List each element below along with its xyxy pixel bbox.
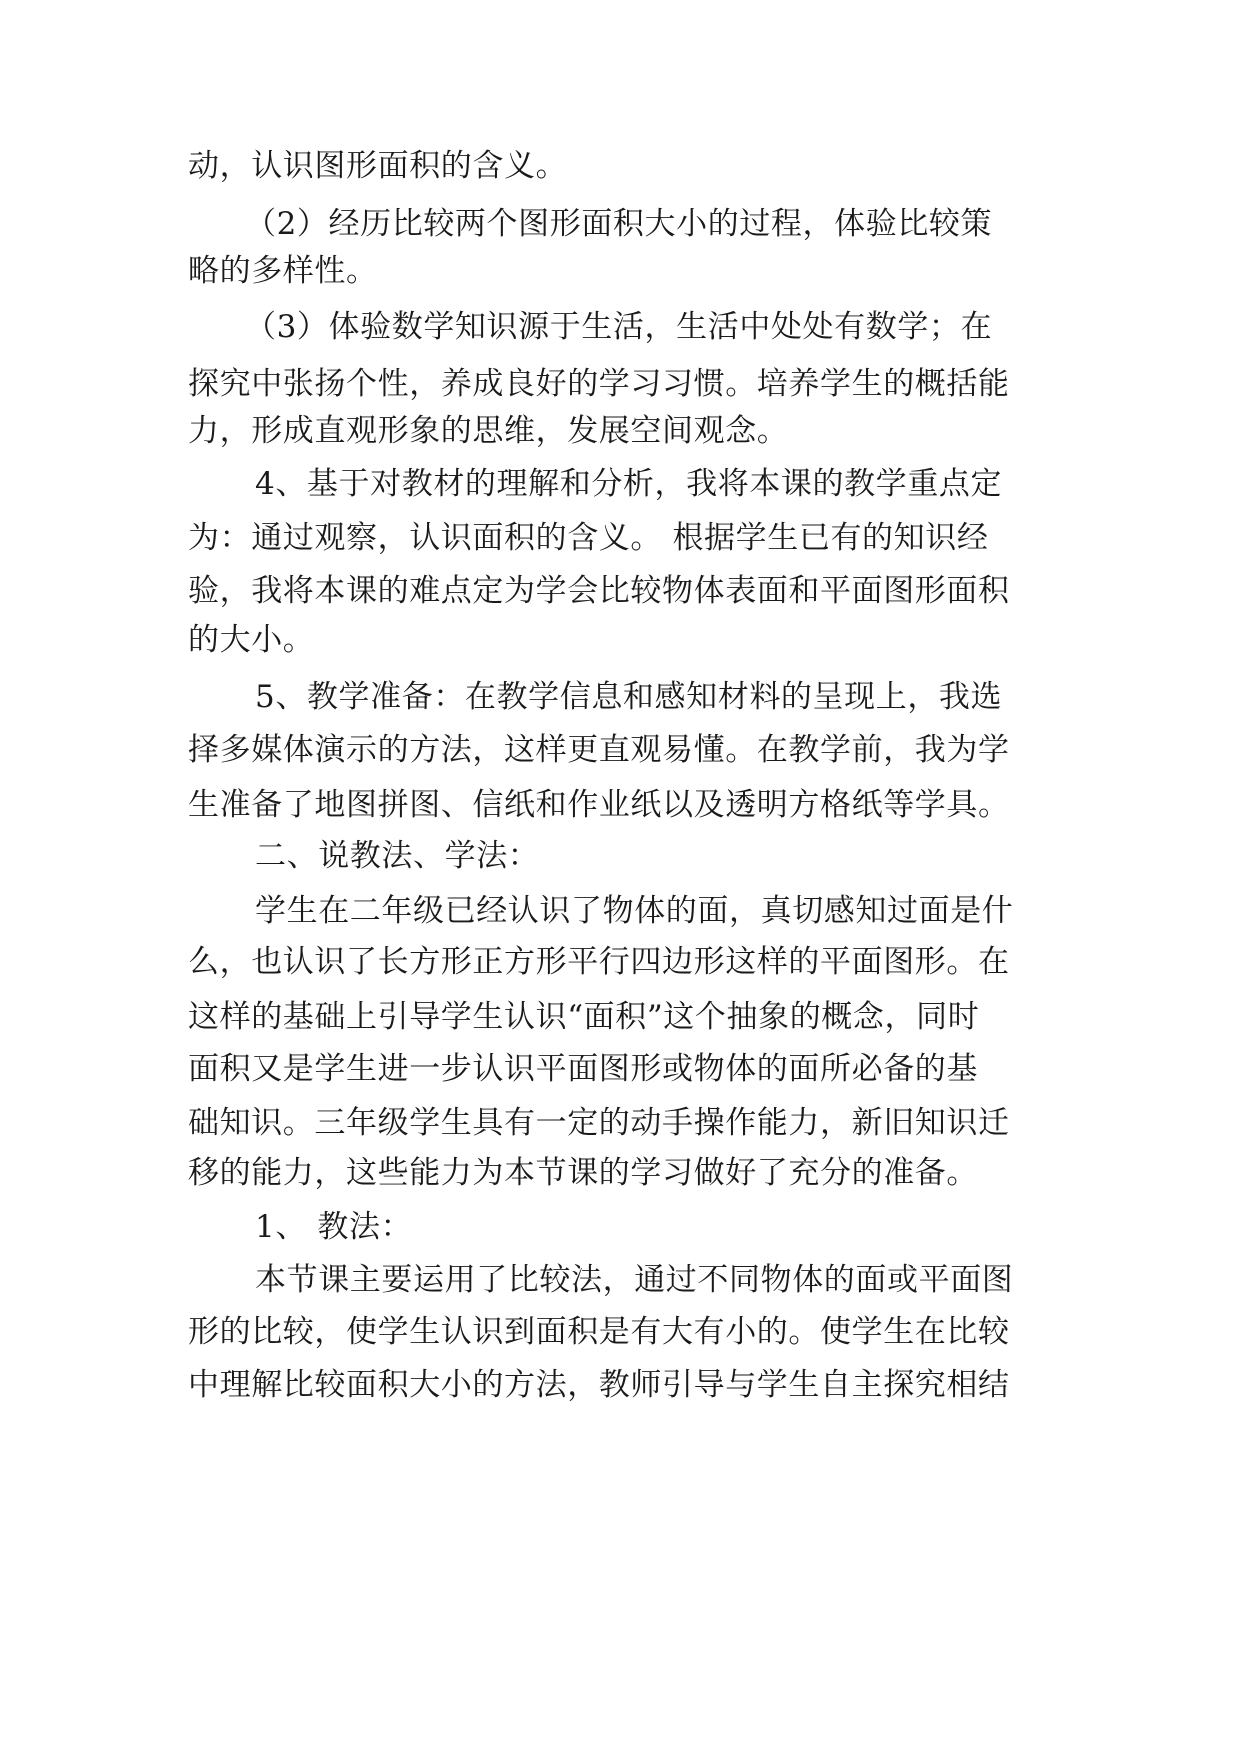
text-line: 择多媒体演示的方法，这样更直观易懂。在教学前，我为学 xyxy=(188,732,1010,768)
text-line: 础知识。三年级学生具有一定的动手操作能力，新旧知识迁 xyxy=(188,1105,1010,1141)
text-line: 面积又是学生进一步认识平面图形或物体的面所必备的基 xyxy=(188,1051,978,1087)
text-line: 移的能力，这些能力为本节课的学习做好了充分的准备。 xyxy=(188,1155,978,1191)
text-line: 学生在二年级已经认识了物体的面，真切感知过面是什 xyxy=(255,893,1014,929)
text-line: 动，认识图形面积的含义。 xyxy=(188,148,568,184)
text-line: 略的多样性。 xyxy=(188,253,378,289)
text-line: 力，形成直观形象的思维，发展空间观念。 xyxy=(188,413,789,449)
text-line: 形的比较，使学生认识到面积是有大有小的。使学生在比较 xyxy=(188,1314,1010,1350)
text-line: 这样的基础上引导学生认识“面积”这个抽象的概念，同时 xyxy=(188,999,980,1035)
text-line: 生准备了地图拼图、信纸和作业纸以及透明方格纸等学具。 xyxy=(188,787,1010,823)
text-line: 中理解比较面积大小的方法，教师引导与学生自主探究相结 xyxy=(188,1367,1010,1403)
text-line: 5、教学准备：在教学信息和感知材料的呈现上，我选 xyxy=(255,679,1003,715)
text-line: 的大小。 xyxy=(188,622,315,658)
text-line: 探究中张扬个性，养成良好的学习习惯。培养学生的概括能 xyxy=(188,366,1010,402)
text-line: （3）体验数学知识源于生活，生活中处处有数学；在 xyxy=(245,309,993,345)
section-heading: 二、说教法、学法： xyxy=(255,838,540,874)
text-line: 为：通过观察，认识面积的含义。 根据学生已有的知识经 xyxy=(188,520,989,556)
text-line: （2）经历比较两个图形面积大小的过程，体验比较策 xyxy=(245,206,993,242)
text-line: 验，我将本课的难点定为学会比较物体表面和平面图形面积 xyxy=(188,573,1010,609)
text-line: 本节课主要运用了比较法，通过不同物体的面或平面图 xyxy=(255,1262,1014,1298)
text-line: 4、基于对教材的理解和分析，我将本课的教学重点定 xyxy=(255,466,1003,502)
text-line: 么，也认识了长方形正方形平行四边形这样的平面图形。在 xyxy=(188,944,1010,980)
subsection-heading: 1、 教法： xyxy=(255,1209,413,1245)
